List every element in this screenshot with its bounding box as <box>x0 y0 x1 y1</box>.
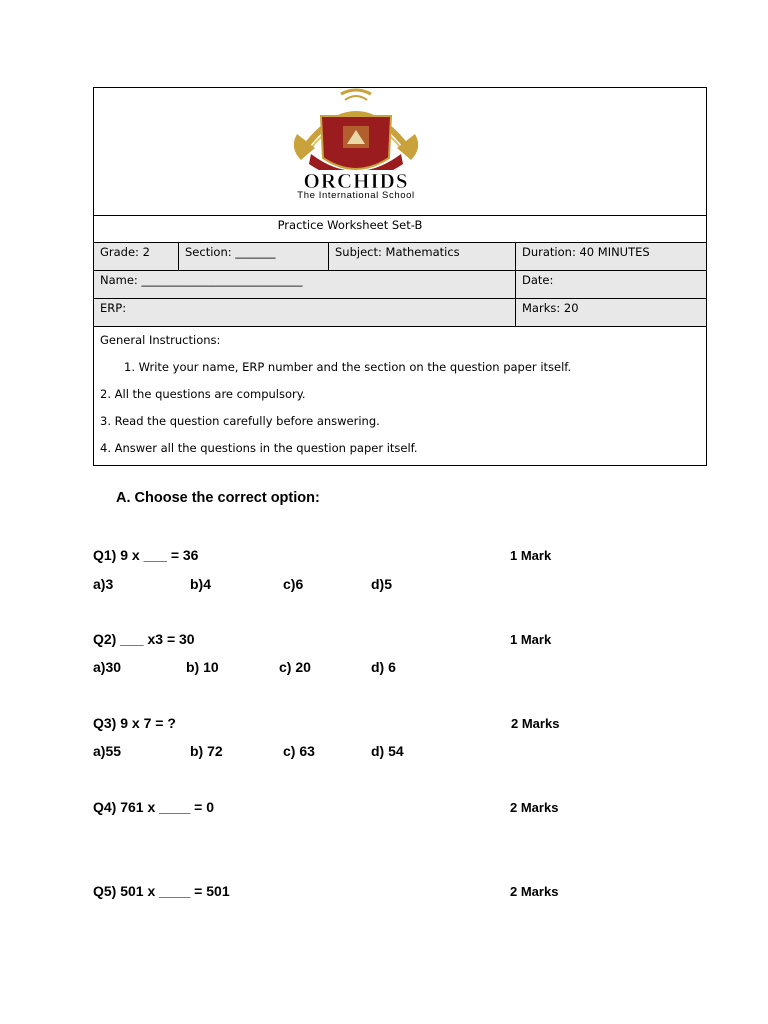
name-row <box>94 271 706 299</box>
option-a: a)55 <box>93 743 122 759</box>
orchids-logo <box>281 88 431 212</box>
option-b: b) 72 <box>190 743 223 759</box>
question-5: Q5) 501 x ____ = 501 <box>93 883 230 899</box>
question-4-marks: 2 Marks <box>510 800 559 815</box>
option-c: c) 20 <box>279 659 311 675</box>
instruction-item: 1. Write your name, ERP number and the section on the question paper itself. <box>124 360 572 374</box>
general-instructions <box>94 327 706 465</box>
name-cell: Name: ____________________________ <box>94 271 516 298</box>
option-d: d)5 <box>371 576 392 592</box>
instruction-item: 3. Read the question carefully before answering. <box>100 414 380 428</box>
marks-cell: Marks: 20 <box>522 301 579 315</box>
duration-cell: Duration: 40 MINUTES <box>522 245 650 259</box>
option-c: c)6 <box>283 576 304 592</box>
question-1: Q1) 9 x ___ = 36 <box>93 547 199 563</box>
instructions-heading: General Instructions: <box>100 333 221 347</box>
worksheet-title-row <box>94 216 706 243</box>
question-3: Q3) 9 x 7 = ? <box>93 715 176 731</box>
instruction-item: 2. All the questions are compulsory. <box>100 387 306 401</box>
grade-cell: Grade: 2 <box>94 243 179 270</box>
option-a: a)30 <box>93 659 122 675</box>
grade-row <box>94 243 706 271</box>
section-a-heading: A. Choose the correct option: <box>116 490 320 506</box>
option-a: a)3 <box>93 576 114 592</box>
logo-subtitle: The International School <box>297 190 415 201</box>
option-c: c) 63 <box>283 743 315 759</box>
section-cell: Section: _______ <box>179 243 329 270</box>
date-cell: Date: <box>522 273 554 287</box>
option-d: d) 6 <box>371 659 396 675</box>
question-3-marks: 2 Marks <box>511 716 560 731</box>
subject-cell: Subject: Mathematics <box>329 243 516 270</box>
erp-cell: ERP: <box>94 299 516 326</box>
option-b: b) 10 <box>186 659 219 675</box>
question-4: Q4) 761 x ____ = 0 <box>93 799 215 815</box>
worksheet-title: Practice Worksheet Set-B <box>277 218 423 232</box>
logo-cell <box>94 88 706 216</box>
option-b: b)4 <box>190 576 211 592</box>
question-2-marks: 1 Mark <box>510 632 552 647</box>
erp-row <box>94 299 706 327</box>
question-2: Q2) ___ x3 = 30 <box>93 631 195 647</box>
question-1-marks: 1 Mark <box>510 548 552 563</box>
worksheet-header-table <box>93 87 707 466</box>
logo-wordmark: ORCHIDS <box>303 169 409 193</box>
question-5-marks: 2 Marks <box>510 884 559 899</box>
instruction-item: 4. Answer all the questions in the question paper itself. <box>100 441 418 455</box>
option-d: d) 54 <box>371 743 404 759</box>
